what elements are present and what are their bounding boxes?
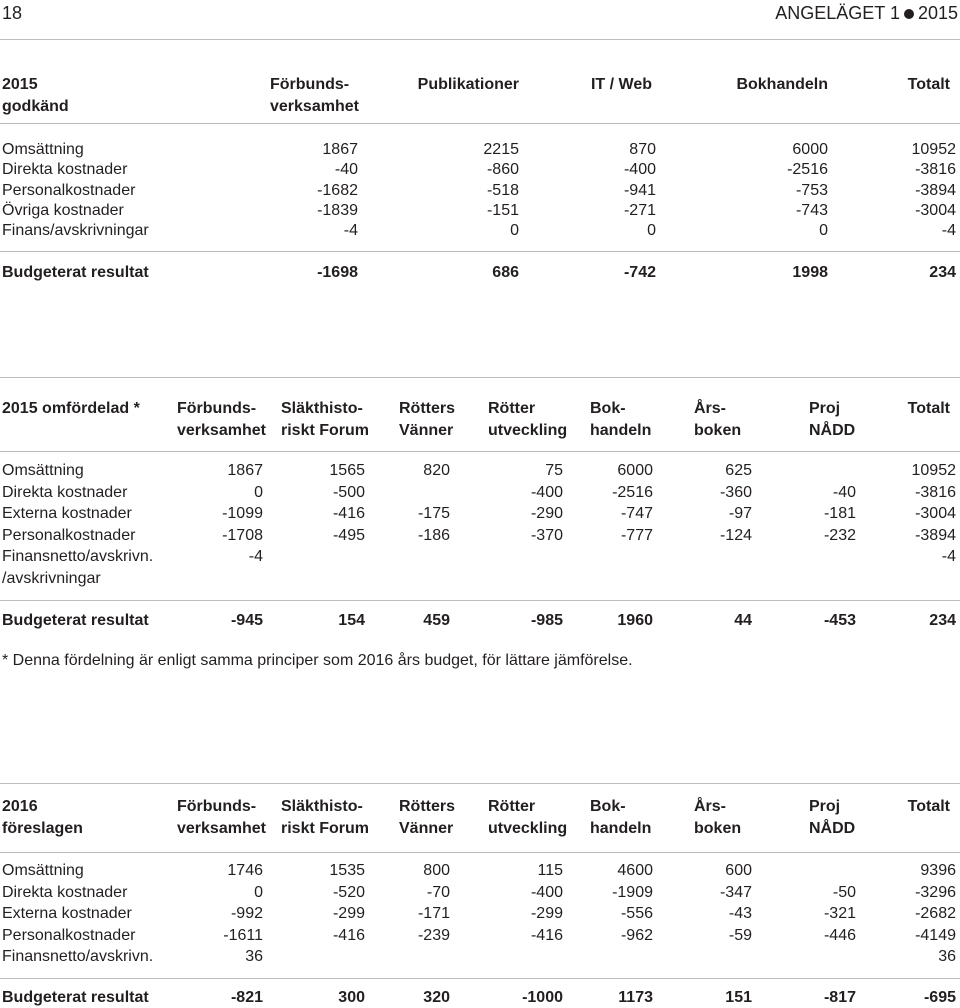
table-cell: 6000 [792,141,828,158]
table-cell: -777 [620,526,653,544]
table-cell: -518 [486,181,519,199]
table-cell: -4 [941,222,956,240]
table-cell: 1867 [227,462,263,479]
row-label: Finans/avskrivningar [2,222,149,240]
table-cell: -4149 [915,926,956,944]
table-cell: 9396 [920,862,956,879]
table-cell: 0 [254,483,263,501]
column-header: riskt Forum [281,421,370,439]
table3-total-divider [0,978,960,979]
table-cell: -43 [728,905,752,922]
column-header-row [0,796,960,817]
table-cell: 1746 [227,862,263,879]
column-header: Rötter [488,798,536,815]
column-header: Totalt [907,400,950,417]
column-header: handeln [590,421,652,439]
table-cell: -290 [530,505,563,522]
table-cell: -495 [332,526,365,544]
footnote: * Denna fördelning är enligt samma principer som 2016 års budget, för lättare jämförelse. [2,652,633,669]
column-header: riskt Forum [281,819,370,837]
total-cell: 154 [338,612,365,629]
table-row [0,946,960,967]
column-header: NÅDD [809,819,856,837]
column-header: Proj [809,798,841,815]
table-cell: -2682 [915,905,956,922]
table-cell: 0 [647,222,656,240]
total-row [0,610,960,631]
table-cell: -520 [332,883,365,901]
table-cell: -321 [823,905,856,922]
table-cell: -370 [530,526,563,544]
column-header-row [0,420,960,441]
column-header: Bokhandeln [736,76,828,93]
table-row [0,159,960,180]
table-cell: -556 [620,905,653,922]
table-row [0,503,960,524]
table-cell: -1611 [223,926,263,944]
table-cell: -1909 [612,883,653,901]
table-cell: -446 [823,926,856,944]
table-row [0,460,960,481]
column-header: Totalt [907,798,950,815]
column-header: Rötter [488,400,536,417]
total-cell: 300 [338,989,365,1006]
column-header: Släkthisto- [281,400,363,417]
column-header: föreslagen [2,819,83,837]
column-header-row [0,818,960,839]
total-cell: 151 [725,989,752,1006]
table-cell: -500 [332,483,365,501]
total-row [0,262,960,283]
table-cell: -416 [332,505,365,522]
total-cell: 320 [423,989,450,1006]
table-row [0,903,960,924]
total-cell: -945 [230,612,263,629]
table-cell: 0 [819,222,828,240]
row-label: Personalkostnader [2,926,136,944]
table-cell: 800 [423,862,450,879]
table-cell: 870 [629,141,656,158]
total-cell: -695 [923,989,956,1006]
table-cell: -1682 [317,181,358,199]
table-row [0,568,960,589]
table-cell: -400 [623,161,656,179]
table-cell: -3894 [915,526,956,544]
table-row [0,220,960,241]
row-label: Omsättning [2,862,84,879]
table-cell: -181 [823,505,856,522]
table-cell: -232 [823,526,856,544]
column-header: verksamhet [177,421,266,439]
table-cell: -416 [530,926,563,944]
column-header: Publikationer [417,76,519,93]
total-cell: -453 [823,612,856,629]
column-header-row [0,96,960,117]
column-header: handeln [590,819,652,837]
table-cell: -239 [417,926,450,944]
row-label: Personalkostnader [2,526,136,544]
table-cell: 820 [423,462,450,479]
table-cell: -151 [486,201,519,219]
row-label: Övriga kostnader [2,201,124,219]
column-header-row [0,398,960,419]
table1-total-divider [0,251,960,252]
table-cell: -50 [832,883,856,901]
table-cell: -70 [426,883,450,901]
table-cell: -3004 [915,505,956,522]
total-row [0,987,960,1008]
table-cell: 1867 [322,141,358,158]
table-cell: -3816 [915,161,956,179]
page-number: 18 [2,3,23,23]
table-cell: -271 [623,201,656,219]
table-cell: -941 [623,181,656,199]
total-label: Budgeterat resultat [2,612,149,629]
table-cell: 10952 [911,141,956,158]
table-cell: -1708 [222,526,263,544]
table-row [0,525,960,546]
row-label: Direkta kostnader [2,883,128,901]
column-header: Bok- [590,400,626,417]
total-cell: -817 [823,989,856,1006]
table1-head-divider [0,123,960,124]
total-label: Budgeterat resultat [2,989,149,1006]
table3-head-divider [0,852,960,853]
column-header: godkänd [2,97,69,115]
column-header: 2015 [2,76,38,93]
table-cell: -360 [719,483,752,501]
row-label: Externa kostnader [2,505,132,522]
row-label: /avskrivningar [2,569,101,587]
total-cell: 1960 [617,612,653,629]
row-label: Omsättning [2,462,84,479]
table-cell: -4 [343,222,358,240]
table-cell: -2516 [787,161,828,179]
table-cell: -175 [417,505,450,522]
total-cell: 1173 [618,989,653,1006]
table-cell: -59 [728,926,752,944]
table2-top-divider [0,377,960,378]
column-header: Bok- [590,798,626,815]
column-header: boken [694,421,742,439]
column-header: Förbunds- [270,76,350,93]
table-cell: -3004 [915,201,956,219]
column-header: 2015 omfördelad * [2,400,140,417]
total-cell: -985 [530,612,563,629]
column-header: Vänner [399,819,454,837]
column-header: boken [694,819,742,837]
column-header: utveckling [488,421,568,439]
column-header: NÅDD [809,421,856,439]
table-cell: -1099 [222,505,263,522]
table-row [0,139,960,160]
column-header: Års- [694,798,727,815]
total-cell: -742 [623,264,656,281]
column-header: Rötters [399,400,456,417]
table-cell: -400 [530,483,563,501]
table-cell: -3816 [915,483,956,501]
total-cell: 686 [492,264,519,281]
row-label: Externa kostnader [2,905,132,922]
row-label: Finansnetto/avskrivn. [2,548,154,565]
row-label: Finansnetto/avskrivn. [2,948,154,965]
row-label: Omsättning [2,141,84,158]
total-cell: 234 [929,264,956,281]
table2-total-divider [0,600,960,601]
column-header: Års- [694,400,727,417]
column-header: Förbunds- [177,400,257,417]
column-header: verksamhet [270,97,359,115]
total-cell: 459 [423,612,450,629]
column-header: Vänner [399,421,454,439]
table-cell: 36 [245,948,263,965]
table-cell: -347 [719,883,752,901]
table-row [0,925,960,946]
column-header: Rötters [399,798,456,815]
table-cell: -3894 [915,181,956,199]
column-header-row [0,74,960,95]
table-cell: 6000 [617,462,653,479]
column-header: Proj [809,400,841,417]
table-row [0,882,960,903]
table-cell: -2516 [612,483,653,501]
row-label: Personalkostnader [2,181,136,199]
table-row [0,200,960,221]
table3-top-divider [0,783,960,784]
table-cell: 625 [725,462,752,479]
table-cell: 1535 [329,862,365,879]
column-header: Totalt [907,76,950,93]
table-cell: -4 [941,548,956,565]
table-row [0,482,960,503]
table-cell: -299 [332,905,365,922]
column-header: IT / Web [590,76,652,93]
header-divider [0,39,960,40]
table-row [0,180,960,201]
table-cell: -747 [620,505,653,522]
table-cell: -40 [334,161,358,179]
table-cell: 36 [938,948,956,965]
total-cell: -1000 [522,989,563,1006]
table-cell: 115 [537,862,563,879]
running-title: ANGELÄGET 1 2015 [775,3,958,23]
table2-head-divider [0,451,960,452]
table-cell: -4 [248,548,263,565]
table-cell: -40 [832,483,856,501]
table-cell: -962 [620,926,653,944]
table-cell: -992 [230,905,263,922]
table-cell: 10952 [911,462,956,479]
column-header: 2016 [2,798,38,815]
total-cell: 1998 [792,264,828,281]
table-cell: -171 [417,905,450,922]
table-cell: 0 [254,883,263,901]
column-header: utveckling [488,819,568,837]
table-row [0,860,960,881]
table-cell: -860 [486,161,519,179]
table-cell: 75 [545,462,563,479]
column-header: Förbunds- [177,798,257,815]
table-cell: -186 [417,526,450,544]
table-cell: 1565 [329,462,365,479]
table-cell: -400 [530,883,563,901]
table-row [0,546,960,567]
table-cell: 4600 [617,862,653,879]
total-cell: -1698 [317,264,358,281]
table-cell: -1839 [317,201,358,219]
table-cell: -753 [795,181,828,199]
table-cell: -97 [728,505,752,522]
table-cell: -416 [332,926,365,944]
column-header: Släkthisto- [281,798,363,815]
row-label: Direkta kostnader [2,483,128,501]
bullet-dot-icon [904,9,914,19]
table-cell: -124 [719,526,752,544]
total-cell: 234 [929,612,956,629]
page-header [0,0,960,28]
total-label: Budgeterat resultat [2,264,149,281]
table-cell: 600 [725,862,752,879]
table-cell: -743 [795,201,828,219]
column-header: verksamhet [177,819,266,837]
total-cell: 44 [734,612,752,629]
table-cell: -299 [530,905,563,922]
table-cell: 0 [510,222,519,240]
table-cell: 2215 [483,141,519,158]
total-cell: -821 [230,989,263,1006]
table-cell: -3296 [915,883,956,901]
row-label: Direkta kostnader [2,161,128,179]
